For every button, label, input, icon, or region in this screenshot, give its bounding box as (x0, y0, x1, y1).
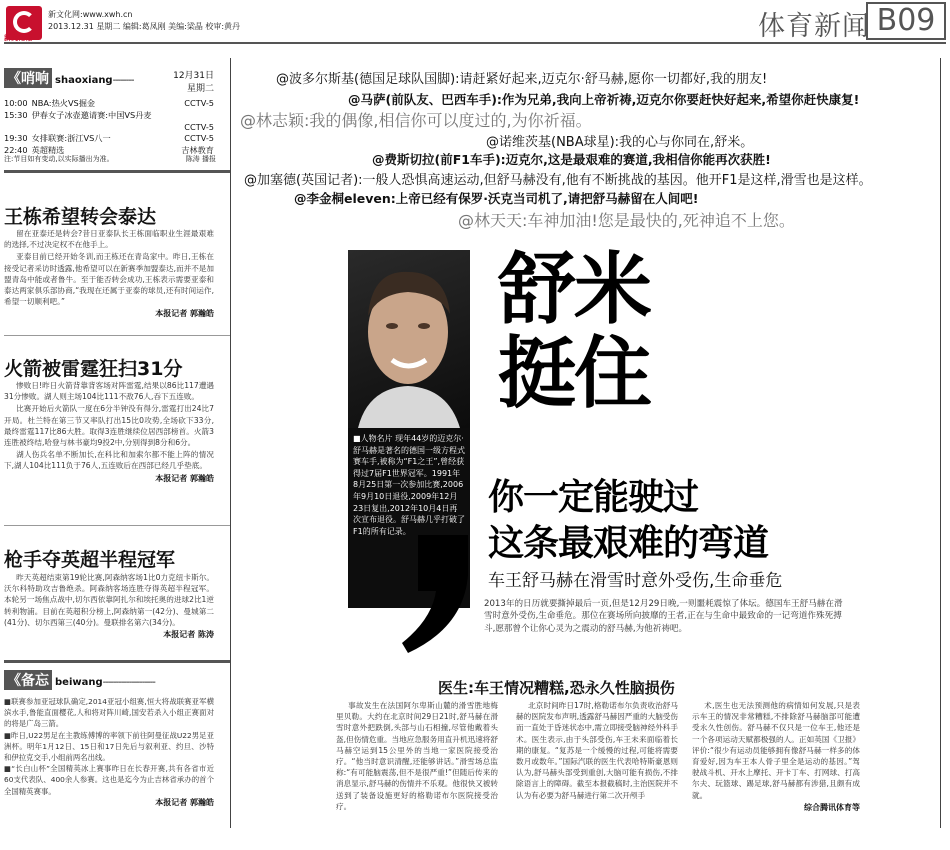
story-2-body: 惨败日!昨日火箭背靠背客场对阵雷霆,结果以86比117遭遇31分惨败。湖人则主场104比111不敌76人,吞下五连败。 比赛开始后火箭队一度在6分半钟没有得分,雷霆打出24比7开局。杜兰特在第三节又率队打出15比0攻势,全场砍下33分,最终雷霆117比86大胜。取得3连胜继续位居西部榜首。火箭3连胜被终结,哈登与林书豪均9投2中,分别得到8分和6分。 湖人伤兵名单不断加长,在科比和加索尔都不能上阵的情况下,湖人104比111负于76人,五连败后在西部已经几乎垫底。 本报记者 郭瀚皓 (4, 381, 214, 483)
section-2-title: 医生:车王情况糟糕,恐永久性脑损伤 (438, 679, 675, 697)
section-rule (4, 170, 230, 173)
tv-channel: CCTV-5 (184, 98, 214, 108)
memo-tag: 《备忘 (4, 670, 52, 690)
tv-time: 22:40 (4, 145, 28, 155)
tv-row (4, 133, 214, 144)
tv-time: 15:30 (4, 110, 28, 120)
tv-channel: 吉林教育 (181, 145, 214, 155)
memo-list: ■联赛参加亚冠球队确定,2014亚冠小组赛,恒大将战联赛亚军横滨水手,鲁能直面樱花,人和将对阵川崎,国安若杀入小组正赛面对的将是广岛三箭。 ■昨日,U22男足在主教练傅博的率领下前往阿曼征战U22男足亚洲杯。明年1月12日、15日和17日先后与叙利亚、约旦、沙特和伊拉克交手,小组前两名出线。 ■“长白山杯”全国精英冰上赛事昨日在长春开赛,共有各省市近60支代表队、400余人参赛。这也是迄今为止吉林省承办的首个全国精英赛事。 本报记者 郭瀚皓 (4, 697, 214, 807)
tv-time: 19:30 (4, 133, 28, 143)
divider (4, 335, 230, 336)
tweet: @林天天:车神加油!您是最快的,死神追不上您。 (458, 211, 795, 230)
edition-info: 2013.12.31 星期二 编辑:葛凤刚 美编:梁晶 校审:黄丹 (48, 22, 241, 31)
deck: 车王舒马赫在滑雪时意外受伤,生命垂危 (488, 571, 783, 591)
tweet: @马萨(前队友、巴西车手):作为兄弟,我向上帝祈祷,迈克尔你要赶快好起来,希望你赶快康复! (348, 92, 860, 107)
tv-time: 10:00 (4, 98, 28, 108)
memo-item: ■昨日,U22男足在主教练傅博的率领下前往阿曼征战U22男足亚洲杯。明年1月12日、15日和17日先后与叙利亚、约旦、沙特和伊拉克交手,小组前两名出线。 (4, 730, 214, 763)
story-1-body: 留在亚泰还是转会?昔日亚泰队长王栋面临职业生涯最艰难的选择,不过决定权不在他手上。 亚泰目前已经开始冬训,而王栋还在青岛家中。昨日,王栋在接受记者采访时透露,他希望可以在新赛季加盟泰达,而并不是加盟青岛中能或者鲁牛。至于能否转会成功,王栋表示需要亚泰和泰达两家俱乐部协商,“我现在还属于亚泰的球员,还有时间运作,希望一切顺利吧。” 本报记者 郭瀚皓 (4, 229, 214, 319)
memo-tag-sub: beiwang (55, 677, 103, 688)
tweet: @李金桐eleven:上帝已经有保罗·沃克当司机了,请把舒马赫留在人间吧! (294, 191, 699, 206)
section-title: 体育新闻 (758, 11, 870, 42)
tv-note: 注:节目如有变动,以实际播出为准。 陈涛 播报 (4, 155, 216, 163)
column-divider (230, 58, 231, 828)
body-column-1: 事故发生在法国阿尔卑斯山麓的滑雪胜地梅里贝勒。大约在北京时间29日21时,舒马赫在滑雪时意外把跌倒,头部与山石相撞,尽管他戴着头盔,但伤情危重。当地应急服务用直升机迅速将舒马赫空运到15公里外的当地一家医院接受治疗。“他当时意识清醒,还能够讲话。”滑雪场总监称:“有可能脑震荡,但不是很严重!”但随后传来的消息显示,舒马赫的伤情并不乐观。他很快又被转送到了装备设施更好的格勒诺布尔医院接受治疗。 (336, 701, 498, 811)
sub-headline: 你一定能驶过 这条最艰难的弯道 (488, 477, 769, 564)
tv-program: 英超精选 (31, 145, 65, 155)
story-3-body: 昨天英超结束第19轮比赛,阿森纳客场1比0力克纽卡斯尔。沃尔科特助攻吉鲁绝杀。阿森纳客场连胜夺得英超半程冠军。本轮另一场焦点战中,切尔西依靠阿扎尔和埃托奥的进球2比1逆转利物浦。目前在英超积分榜上,阿森纳第一(42分)、曼城第二(41分)、切尔西第三(40分)。曼联排名第六(34分)。 本报记者 陈涛 (4, 573, 214, 640)
memo-item: ■“长白山杯”全国精英冰上赛事昨日在长春开赛,共有各省市近60支代表队、400余人参赛。这也是迄今为止吉林省承办的首个全国精英赛事。 (4, 764, 214, 796)
story-2-title: 火箭被雷霆狂扫31分 (4, 358, 183, 380)
tv-channel: CCTV-5 (184, 122, 214, 132)
divider (4, 525, 230, 526)
tweet: @费斯切拉(前F1车手):迈克尔,这是最艰难的赛道,我相信你能再次获胜! (372, 152, 771, 167)
tv-row (4, 122, 214, 132)
story-3-title: 枪手夺英超半程冠军 (4, 549, 176, 571)
tv-row (4, 98, 214, 109)
story-1-title: 王栋希望转会泰达 (4, 206, 157, 228)
bio-text: ■人物名片 现年44岁的迈克尔·舒马赫是著名的德国一级方程式赛车手,被称为“F1之王”,曾经获得过7届F1世界冠军。1991年8月25日第一次参加比赛,2006年9月10日退役,2009年12月23日复出,2012年10月4日再次宣布退役。舒马赫几乎打破了F1的所有记录。 (353, 434, 465, 536)
tweet: @加塞德(英国记者):一般人恐惧高速运动,但舒马赫没有,他有不断挑战的基因。他开F1是这样,滑雪也是这样。 (244, 173, 872, 188)
site-url: 新文化网:www.xwh.cn (48, 10, 133, 19)
column-divider-right (940, 58, 941, 828)
tweet: @诺维茨基(NBA球星):我的心与你同在,舒米。 (486, 135, 754, 150)
tv-channel: CCTV-5 (184, 133, 214, 143)
header-rule (4, 42, 946, 44)
schumacher-portrait (348, 250, 470, 428)
tweet: @波多尔斯基(德国足球队国脚):请赶紧好起来,迈克尔·舒马赫,愿你一切都好,我的朋友! (276, 72, 768, 87)
lead-paragraph: 2013年的日历就要撕掉最后一页,但是12月29日晚,一则噩耗震惊了体坛。德国车王舒马赫在滑雪时意外受伤,生命垂危。那位在赛场所向披靡的王者,正在与生命中最致命的一记弯道作殊死搏斗,愿那曾个让你心灵为之震动的舒马赫,为他祈祷吧。 (484, 599, 843, 634)
tv-tag-sub: shaoxiang (55, 75, 113, 86)
body-column-2: 北京时间昨日17时,格勒诺布尔负责收治舒马赫的医院发布声明,透露舒马赫因严重的大脑受伤而一直处于昏迷状态中,需立即接受脑神经外科手术。医生表示,由于头部受伤,车王未来面临着长期的康复。“复苏是一个缓慢的过程,可能将需要数月或数年。”国际汽联的医生代表哈特斯豪恩则认为,舒马赫头部受到重创,大脑可能有损伤,不排除语言上的障碍。截至本报截稿时,主治医院并不认为有必要为舒马赫进行第二次开颅手 (516, 701, 678, 800)
tweet: @林志颖:我的偶像,相信你可以度过的,为你祈福。 (240, 111, 592, 130)
memo-item: ■联赛参加亚冠球队确定,2014亚冠小组赛,恒大将战联赛亚军横滨水手,鲁能直面樱花,人和将对阵川崎,国安若杀入小组正赛面对的将是广岛三箭。 (4, 697, 214, 729)
section-rule (4, 660, 230, 663)
tv-program: NBA:热火VS掘金 (31, 98, 96, 108)
body-column-3: 术,医生也无法预测他的病情如何发展,只是表示车王的情况非常糟糕,不排除舒马赫脑部可能遭受永久性创伤。舒马赫不仅只是一位车王,他还是一个各项运动天赋都极强的人。正如英国《卫报》评价:“很少有运动员能够拥有像舒马赫一样多的体育爱好,因为车王本人骨子里全是运动的基因。”驾驶战斗机、开水上摩托、开卡丁车、打网球、打高尔夫、玩篮球、踢足球,舒马赫都有涉猎,且颇有成就。 综合腾讯体育等 (692, 701, 860, 812)
quote-mark-icon (398, 535, 468, 655)
page-number: B09 (866, 2, 946, 40)
memo-header: 《备忘 beiwang-------------------- (4, 670, 230, 690)
main-headline: 舒米 挺住 (498, 245, 651, 419)
tv-tag: 《哨响 (4, 68, 52, 88)
tv-listing-header: 《哨响 shaoxiang-------- (4, 68, 230, 88)
tv-row (4, 110, 214, 121)
tv-program: 伊春女子冰壶邀请赛:中国VS丹麦 (31, 110, 152, 120)
logo-subtitle: 新文化報 (4, 34, 32, 42)
tv-date: 12月31日 星期二 (173, 71, 214, 94)
tv-program: 女排联赛:浙江VS八一 (31, 133, 111, 143)
